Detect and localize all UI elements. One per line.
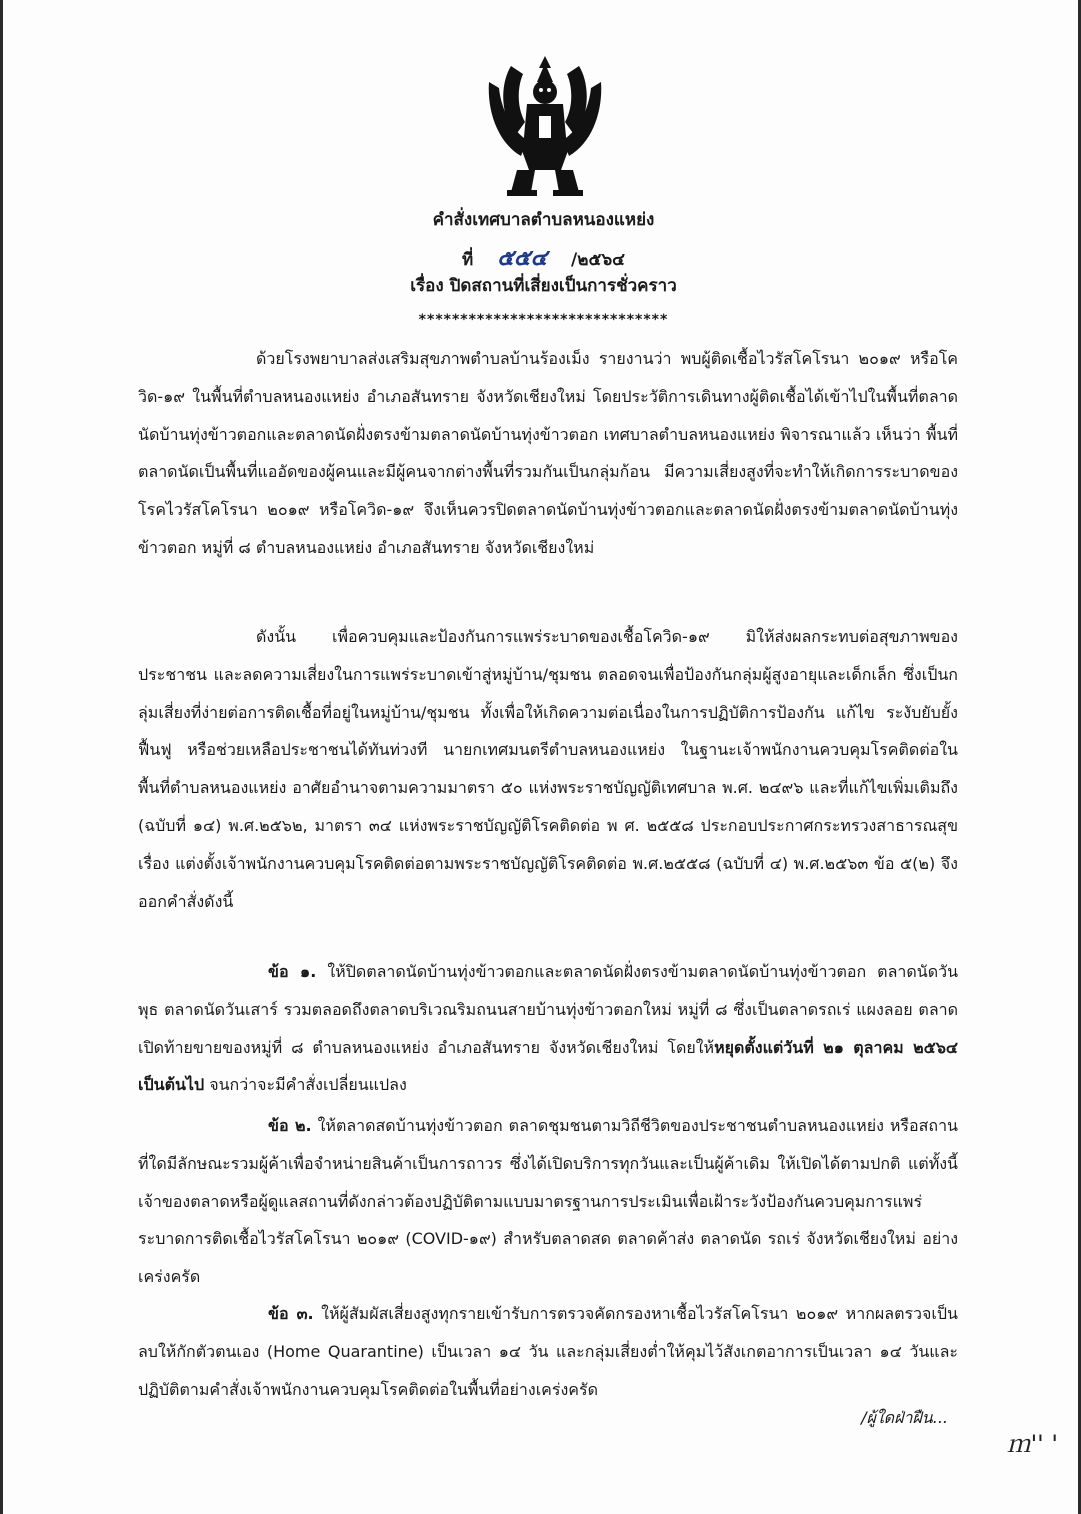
clause-1-text: ให้ปิดตลาดนัดบ้านทุ่งข้าวตอกและตลาดนัดฝั่งตรงข้ามตลาดนัดบ้านทุ่งข้าวตอก ตลาดนัดวันพุธ ตลาดนัดวันเสาร์ รวมตลอดถึงตลาดบริเวณริมถนนสายบ้านทุ่งข้าวตอกใหม่ หมู่ที่ ๘ ซึ่งเป็นตลาดรถเร่ แผงลอย ตลาดเปิดท้ายขายของหมู่ที่ ๘ ตำบลหนองแหย่ง อำเภอสันทราย จังหวัดเชียงใหม่ โดยให้ [138,962,958,1057]
paragraph-background [138,340,958,567]
paragraph-authority [138,618,958,920]
paragraph-2-text: ดังนั้น เพื่อควบคุมและป้องกันการแพร่ระบาดของเชื้อโควิด-๑๙ มิให้ส่งผลกระทบต่อสุขภาพของประชาชน และลดความเสี่ยงในการแพร่ระบาดเข้าสู่หมู่บ้าน/ชุมชน ตลอดจนเพื่อป้องกันกลุ่มผู้สูงอายุและเด็กเล็ก ซึ่งเป็นกลุ่มเสี่ยงที่ง่ายต่อการติดเชื้อที่อยู่ในหมู่บ้าน/ชุมชน ทั้งเพื่อให้เกิดความต่อเนื่องในการปฏิบัติการป้องกัน แก้ไข ระงับยับยั้ง ฟื้นฟู หรือช่วยเหลือประชาชนได้ทันท่วงที นายกเทศมนตรีตำบลหนองแหย่ง ในฐานะเจ้าพนักงานควบคุมโรคติดต่อในพื้นที่ตำบลหนองแหย่ง อาศัยอำนาจตามความมาตรา ๕๐ แห่งพระราชบัญญัติเทศบาล พ.ศ. ๒๔๙๖ และที่แก้ไขเพิ่มเติมถึง (ฉบับที่ ๑๔) พ.ศ.๒๕๖๒, มาตรา ๓๔ แห่งพระราชบัญญัติโรคติดต่อ พ ศ. ๒๕๕๘ ประกอบประกาศกระทรวงสาธารณสุข เรื่อง แต่งตั้งเจ้าพนักงานควบคุมโรคติดต่อตามพระราชบัญญัติโรคติดต่อ พ.ศ.๒๕๕๘ (ฉบับที่ ๔) พ.ศ.๒๕๖๓ ข้อ ๕(๒) จึงออกคำสั่งดังนี้ [138,627,959,911]
order-number [3,240,1081,275]
clause-3-text: ให้ผู้สัมผัสเสี่ยงสูงทุกรายเข้ารับการตรวจคัดกรองหาเชื้อไวรัสโคโรนา ๒๐๑๙ หากผลตรวจเป็นลบให้กักตัวตนเอง (Home Quarantine) เป็นเวลา ๑๔ วัน และกลุ่มเสี่ยงต่ำให้คุมไว้สังเกตอาการเป็นเวลา ๑๔ วันและปฏิบัติตามคำสั่งเจ้าพนักงานควบคุมโรคติดต่อในพื้นที่อย่างเคร่งครัด [138,1304,958,1399]
handwritten-order-number: ๕๕๔ [497,246,548,271]
order-number-prefix: ที่ [462,250,474,270]
clause-1 [138,953,958,1104]
handwritten-initials: ｍ'' ' [1006,1430,1058,1458]
order-number-year: /๒๕๖๔ [571,250,625,270]
continuation-marker: /ผู้ใดฝ่าฝืน... [861,1408,948,1427]
clause-3-label: ข้อ ๓. [268,1304,314,1323]
clause-1-text-end: จนกว่าจะมีคำสั่งเปลี่ยนแปลง [209,1075,407,1095]
order-subject: เรื่อง ปิดสถานที่เสี่ยงเป็นการชั่วคราว [410,276,677,296]
clause-2-text: ให้ตลาดสดบ้านทุ่งข้าวตอก ตลาดชุมชนตามวิถีชีวิตของประชาชนตำบลหนองแหย่ง หรือสถานที่ใดมีลักษณะรวมผู้ค้าเพื่อจำหน่ายสินค้าเป็นการถาวร ซึ่งได้เปิดบริการทุกวันและเป็นผู้ค้าเดิม ให้เปิดได้ตามปกติ แต่ทั้งนี้เจ้าของตลาดหรือผู้ดูแลสถานที่ดังกล่าวต้องปฏิบัติตามแบบมาตรฐานการประเมินเพื่อเฝ้าระวังป้องกันควบคุมการแพร่ระบาดการติดเชื้อไวรัสโคโรนา ๒๐๑๙ (COVID-๑๙) สำหรับตลาดสด ตลาดค้าส่ง ตลาดนัด รถเร่ จังหวัดเชียงใหม่ อย่างเคร่งครัด [138,1116,958,1287]
clause-2-label: ข้อ ๒. [268,1116,312,1135]
clause-1-effective-date: หยุดตั้งแต่วันที่ ๒๑ ตุลาคม ๒๕๖๔ เป็นต้นไป [138,1037,959,1095]
paragraph-1-text: ด้วยโรงพยาบาลส่งเสริมสุขภาพตำบลบ้านร้องเม็ง รายงานว่า พบผู้ติดเชื้อไวรัสโคโรนา ๒๐๑๙ หรือโควิด-๑๙ ในพื้นที่ตำบลหนองแหย่ง อำเภอสันทราย จังหวัดเชียงใหม่ โดยประวัติการเดินทางผู้ติดเชื้อได้เข้าไปในพื้นที่ตลาดนัดบ้านทุ่งข้าวตอกและตลาดนัดฝั่งตรงข้ามตลาดนัดบ้านทุ่งข้าวตอก เทศบาลตำบลหนองแหย่ง พิจารณาแล้ว เห็นว่า พื้นที่ตลาดนัดเป็นพื้นที่แออัดของผู้คนและมีผู้คนจากต่างพื้นที่รวมกันเป็นกลุ่มก้อน มีความเสี่ยงสูงที่จะทำให้เกิดการระบาดของโรคไวรัสโคโรนา ๒๐๑๙ หรือโควิด-๑๙ จึงเห็นควรปิดตลาดนัดบ้านทุ่งข้าวตอกและตลาดนัดฝั่งตรงข้ามตลาดนัดบ้านทุ่งข้าวตอก หมู่ที่ ๘ ตำบลหนองแหย่ง อำเภอสันทราย จังหวัดเชียงใหม่ [138,349,958,557]
clause-2 [138,1107,958,1296]
clause-3 [138,1295,958,1408]
header-divider: ****************************** [418,312,669,328]
order-title: คำสั่งเทศบาลตำบลหนองแหย่ง [432,210,655,230]
garuda-emblem-icon [481,52,609,198]
clause-1-label: ข้อ ๑. [268,962,317,981]
